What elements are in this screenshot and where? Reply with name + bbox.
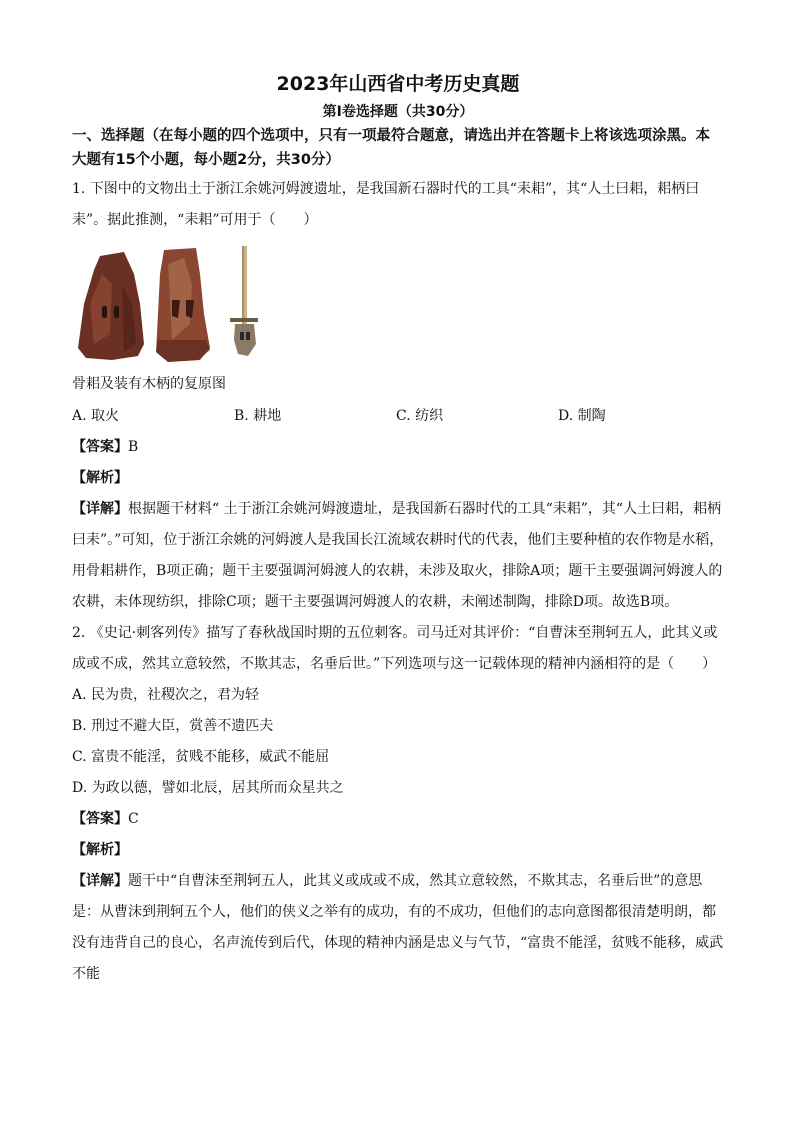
- question-1-answer: [72, 432, 724, 463]
- question-1-stem: 1. 下图中的文物出土于浙江余姚河姆渡遗址，是我国新石器时代的工具“耒耜”，其“人土曰耜，耜柄曰耒”。据此推测，“耒耜”可用于（ ）: [72, 181, 700, 228]
- option-d: D. 制陶: [558, 408, 606, 424]
- document-page: [72, 70, 724, 990]
- answer-tag: 【答案】: [72, 811, 128, 827]
- option-b: B. 耕地: [234, 408, 282, 424]
- question-2-answer: [72, 804, 724, 835]
- page-title: 2023年山西省中考历史真题: [276, 73, 520, 95]
- detail-text: 题干中“自曹沫至荆轲五人，此其义或成或不成，然其立意较然，不欺其志，名垂后世”的意思是：从曹沫到荆轲五个人，他们的侠义之举有的成功，有的不成功，但他们的志向意图都很清楚明朗，都没有违背自己的良心，名声流传到后代，体现的精神内涵是忠义与气节，“富贵不能淫，贫贱不能移，威武不能: [72, 873, 724, 982]
- analysis-tag: 【解析】: [72, 470, 128, 486]
- question-2-analysis: [72, 835, 724, 866]
- bone-spade-illustration: [72, 244, 272, 369]
- detail-tag: 【详解】: [72, 501, 128, 517]
- figure-caption: 骨耜及装有木柄的复原图: [72, 376, 226, 392]
- option-a: A. 民为贵，社稷次之，君为轻: [72, 687, 260, 703]
- analysis-tag: 【解析】: [72, 842, 128, 858]
- paper-subtitle: 第Ⅰ卷选择题（共30分）: [322, 104, 474, 120]
- option-b: B. 刑过不避大臣，赏善不遗匹夫: [72, 718, 274, 734]
- answer-value: B: [128, 439, 139, 455]
- question-1-analysis: [72, 463, 724, 494]
- option-a: A. 取火: [72, 408, 120, 424]
- section-heading: 一、选择题（在每小题的四个选项中，只有一项最符合题意，请选出并在答题卡上将该选项涂黑。本大题有15个小题，每小题2分，共30分）: [72, 128, 710, 168]
- detail-tag: 【详解】: [72, 873, 128, 889]
- answer-tag: 【答案】: [72, 439, 128, 455]
- question-2-detail: [72, 866, 724, 990]
- option-d: D. 为政以德，譬如北辰，居其所而众星共之: [72, 780, 344, 796]
- question-1-options: [72, 401, 724, 432]
- question-2-stem: 2. 《史记·刺客列传》描写了春秋战国时期的五位刺客。司马迁对其评价：“自曹沫至荆轲五人，此其义或成或不成，然其立意较然，不欺其志，名垂后世。”下列选项与这一记载体现的精神内涵相符的是（ ）: [72, 625, 718, 672]
- option-c: C. 纺织: [396, 408, 444, 424]
- answer-value: C: [128, 811, 139, 827]
- bone-spade-figure: [72, 244, 272, 369]
- question-1-detail: [72, 494, 724, 618]
- option-c: C. 富贵不能淫，贫贱不能移，威武不能屈: [72, 749, 330, 765]
- detail-text: 根据题干材料“ 土于浙江余姚河姆渡遗址，是我国新石器时代的工具“耒耜”，其“人土曰耜，耜柄曰耒”。”可知，位于浙江余姚的河姆渡人是我国长江流域农耕时代的代表，他们主要种植的农作物是水稻，用骨耜耕作，B项正确；题干主要强调河姆渡人的农耕，未涉及取火，排除A项；题干主要强调河姆渡人的农耕，未体现纺织，排除C项；题干主要强调河姆渡人的农耕，未阐述制陶，排除D项。故选B项。: [72, 501, 724, 610]
